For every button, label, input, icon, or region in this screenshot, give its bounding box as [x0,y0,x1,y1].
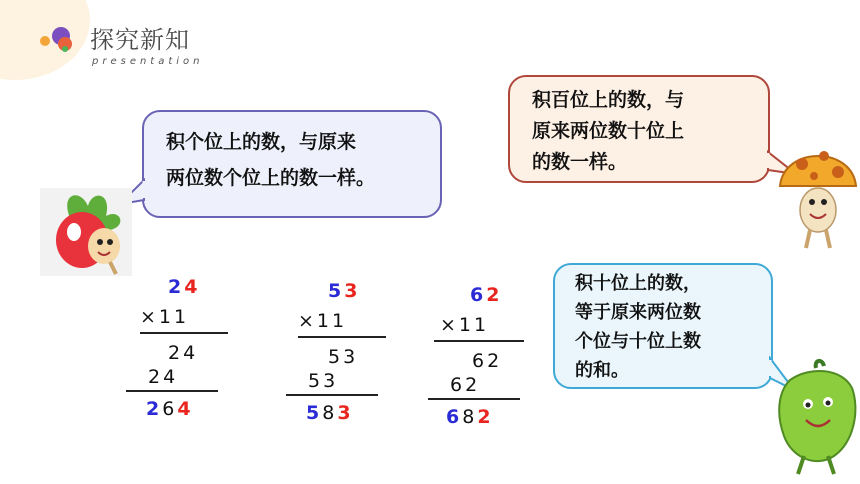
product-result [306,402,354,424]
speech-bubble-bottom-right [553,263,773,389]
pepper-character-illustration [770,358,860,480]
bubble-line: 积十位上的数， [575,273,701,294]
page-title: 探究新知 [90,26,190,54]
product-line [434,340,524,342]
multiplicand [328,280,360,302]
radish-character-illustration [40,188,132,276]
multiplicand [168,276,200,298]
multiplicand-ones-digit: 2 [486,284,503,306]
bubble-line: 原来两位数十位上 [532,120,685,142]
multiplicand-ones-digit: 3 [344,280,361,302]
multiplicand-tens-digit: 5 [328,280,345,302]
mushroom-character-illustration [776,140,860,252]
sum-line [428,398,520,400]
bubble-line: 等于原来两位数 [575,302,701,323]
result-hundreds-digit: 2 [146,398,163,420]
result-tens-digit: 6 [162,398,178,420]
product-result [446,406,494,428]
multiplicand-tens-digit: 2 [168,276,185,298]
partial-product-2: 62 [450,374,481,396]
multiplication-problem-3 [420,278,540,438]
multiplier: ×11 [440,314,490,336]
speech-bubble-top-right [508,75,770,183]
logo-dot-green [62,46,68,52]
logo-dot-orange [40,36,50,46]
bubble-line: 两位数个位上的数一样。 [166,167,376,189]
partial-product-2: 24 [148,366,179,388]
multiplicand-tens-digit: 6 [470,284,487,306]
multiplicand-ones-digit: 4 [184,276,201,298]
multiplication-problem-1 [120,270,240,430]
result-tens-digit: 8 [322,402,338,424]
product-line [140,332,228,334]
multiplier: ×11 [140,306,190,328]
bubble-line: 的数一样。 [532,151,628,173]
sum-line [286,394,378,396]
result-ones-digit: 4 [177,398,194,420]
result-tens-digit: 8 [462,406,478,428]
multiplicand [470,284,502,306]
partial-product-1: 24 [168,342,199,364]
bubble-line: 积个位上的数，与原来 [166,131,357,153]
speech-bubble-left [142,110,442,218]
partial-product-1: 53 [328,346,359,368]
bubble-line: 的和。 [575,360,629,381]
result-hundreds-digit: 5 [306,402,323,424]
partial-product-2: 53 [308,370,339,392]
result-hundreds-digit: 6 [446,406,463,428]
sum-line [126,390,218,392]
bubble-line: 积百位上的数，与 [532,89,685,111]
result-ones-digit: 2 [477,406,494,428]
product-line [298,336,386,338]
page-subtitle: presentation [92,56,204,67]
multiplication-problem-2 [278,274,398,434]
multiplier: ×11 [298,310,348,332]
partial-product-1: 62 [472,350,503,372]
bubble-line: 个位与十位上数 [575,331,701,352]
result-ones-digit: 3 [337,402,354,424]
product-result [146,398,194,420]
